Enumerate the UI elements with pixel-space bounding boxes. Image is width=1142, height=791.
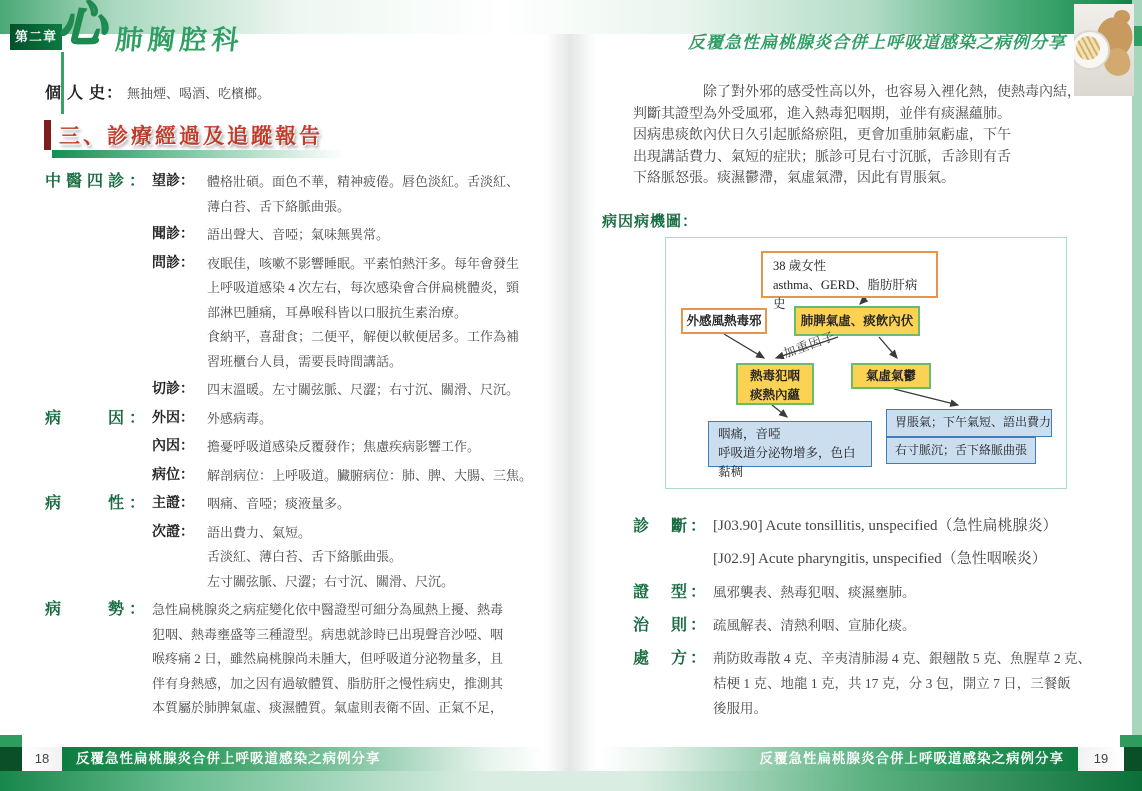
diagram-symptoms-left-box: 咽痛，音啞 呼吸道分泌物增多，色白黏稠 <box>708 421 872 467</box>
entry-text: 四末溫暖。左寸關弦脈、尺澀；右寸沉、關滑、尺沉。 <box>207 382 520 397</box>
footer-right-edge-block <box>1124 747 1142 771</box>
diagram-heat-toxin-box: 熱毒犯咽 痰熱內蘊 <box>736 363 814 405</box>
entry-text: 外感病毒。 <box>207 410 273 426</box>
entry-inquiry <box>45 252 545 375</box>
entry-treatment-principle <box>633 613 1079 638</box>
entry-etiology-internal <box>45 435 545 460</box>
entry-prescription <box>633 646 1091 721</box>
personal-history-line <box>45 80 545 103</box>
entry-sub-label: 問診： <box>152 255 194 271</box>
entry-sub-label: 內因： <box>152 439 194 454</box>
entry-text: 風邪襲表、熱毒犯咽、痰濕壅肺。 <box>713 585 916 600</box>
diagram-qi-stagnation-box: 氣虛氣鬱 <box>851 363 931 389</box>
continuation-paragraph: 除了對外邪的感受性高以外，也容易入裡化熱，使熱毒內結， 判斷其證型為外受風邪，進入熱毒犯咽期，並伴有痰濕蘊肺。 因病患痰飲內伏日久引起脈絡瘀阻，更會加重肺氣虧虛，下午 出現講話費力、氣短的症狀；脈診可見右寸沉脈，舌診則有舌 下絡脈怒張。痰濕鬱滯，氣虛氣滯，因此有胃脹氣。 <box>633 85 1081 186</box>
page-number-right: 19 <box>1078 747 1124 771</box>
diagram-external-factor-box: 外感風熱毒邪 <box>681 308 767 334</box>
entry-sub-label: 切診： <box>152 382 194 397</box>
entry-main-label: 中醫四診： <box>45 173 151 190</box>
diagram-symptoms-right-box-1: 胃脹氣；下午氣短、語出費力 <box>886 409 1052 437</box>
entry-sub-label: 病位： <box>152 467 194 483</box>
entry-main-label: 處 方： <box>633 650 710 667</box>
footer-left-edge-block <box>0 747 22 771</box>
ginger-root-shape <box>1114 10 1130 24</box>
page-number-left: 18 <box>22 747 62 771</box>
entry-text: 夜眠佳，咳嗽不影響睡眠。平素怕熱汗多。每年會發生 上呼吸道感染 4 次左右，每次感染會合併扁桃體炎，頸 部淋巴腫痛，耳鼻喉科皆以口服抗生素治療。 食納平，喜甜食；二便平，解便以軟便居多。工作為補 習班櫃台人員，需要長時間講話。 <box>207 255 520 369</box>
entry-palpation <box>45 378 545 403</box>
entry-main-label: 病 勢： <box>45 601 151 618</box>
personal-history-label: 個 人 史： <box>45 85 124 102</box>
entry-main-label: 病 因： <box>45 409 151 427</box>
entry-sub-label: 主證： <box>152 496 194 511</box>
entry-four-examinations-inspection <box>45 170 545 219</box>
entry-text: [J03.90] Acute tonsillitis, unspecified（急性扁桃腺炎） [J02.9] Acute pharyngitis, unspecified（急性咽喉炎） <box>713 518 1058 567</box>
section-header-bar <box>44 120 51 150</box>
bottom-gradient-band <box>0 771 1142 791</box>
entry-text: 解剖病位：上呼吸道。臟腑病位：肺、脾、大腸、三焦。 <box>207 467 533 483</box>
diagram-constitution-box: 肺脾氣虛、痰飲內伏 <box>794 306 920 336</box>
tea-cup-contents <box>1076 36 1100 60</box>
footer-right-accent-square <box>1120 735 1142 747</box>
chapter-tab: 第二章 <box>10 24 62 50</box>
entry-disease-nature-secondary <box>45 521 545 595</box>
pathogenesis-diagram-label: 病因病機圖： <box>602 214 699 230</box>
right-edge-stripe <box>1132 0 1142 747</box>
right-page-running-title: 反覆急性扁桃腺炎合併上呼吸道感染之病例分享 <box>688 33 1066 52</box>
entry-sub-label: 聞診： <box>152 227 194 242</box>
entry-main-label: 病 性： <box>45 495 151 512</box>
entry-sub-label: 外因： <box>152 410 194 426</box>
right-page-entries <box>633 514 1091 729</box>
footer-left-accent-square <box>0 735 22 747</box>
department-title: 肺胸腔科 <box>114 25 246 55</box>
section-header-underline <box>52 150 360 158</box>
entry-main-label: 證 型： <box>633 584 710 601</box>
entry-text: 語出費力、氣短。 舌淡紅、薄白苔、舌下絡脈曲張。 左寸關弦脈、尺澀；右寸沉、關滑、尺沉。 <box>207 524 455 589</box>
entry-disease-location <box>45 464 545 489</box>
diagram-aggravating-factor-label: 加重因子 <box>781 329 838 361</box>
entry-text: 荊防敗毒散 4 克、辛夷清肺湯 4 克、銀翹散 5 克、魚腥草 2 克、 桔梗 1 克、地龍 1 克，共 17 克，分 3 包，開立 7 日，三餐飯 後服用。 <box>713 651 1091 716</box>
entry-text: 體格壯碩。面色不華，精神疲倦。唇色淡紅。舌淡紅、 薄白苔、舌下絡脈曲張。 <box>207 174 520 214</box>
diagram-symptoms-right-box-2: 右寸脈沉；舌下絡脈曲張 <box>886 437 1036 464</box>
entry-sub-label: 次證： <box>152 524 194 540</box>
footer-right-title-bar: 反覆急性扁桃腺炎合併上呼吸道感染之病例分享 <box>600 747 1078 771</box>
section-header <box>44 120 323 150</box>
entry-disease-nature-main <box>45 492 545 517</box>
footer-left-title-bar: 反覆急性扁桃腺炎合併上呼吸道感染之病例分享 <box>62 747 545 771</box>
diagram-patient-box: 38 歲女性 asthma、GERD、脂肪肝病史 <box>761 251 938 298</box>
entry-pattern <box>633 580 1079 605</box>
ginger-tea-photo <box>1074 4 1134 96</box>
entry-listening <box>45 223 545 248</box>
entry-text: 咽痛、音啞；痰液量多。 <box>207 496 351 511</box>
entry-text: 擔憂呼吸道感染反覆發作；焦慮疾病影響工作。 <box>207 439 481 454</box>
pathogenesis-diagram <box>665 237 1067 489</box>
heart-logo-icon: 心 <box>58 0 107 52</box>
entry-text: 疏風解表、清熱利咽、宣肺化痰。 <box>713 618 916 633</box>
entry-disease-trend <box>45 598 545 721</box>
section-title: 三、診療經過及追蹤報告 <box>59 124 323 148</box>
entry-diagnosis <box>633 514 1079 572</box>
entry-text: 語出聲大、音啞；氣味無異常。 <box>207 227 390 242</box>
left-page-entries <box>45 170 545 725</box>
entry-text: 急性扁桃腺炎之病症變化依中醫證型可細分為風熱上擾、熱毒 犯咽、熱毒壅盛等三種證型。病患就診時已出現聲音沙啞、咽 喉疼痛 2 日，雖然扁桃腺尚未腫大，但呼吸道分泌物量多，且 伴有身熱感，加之因有過敏體質、脂肪肝之慢性病史，推測其 本質屬於肺脾氣虛、痰濕體質。氣虛則表衛不固、正氣不足， <box>152 602 504 715</box>
entry-main-label: 治 則： <box>633 617 710 634</box>
personal-history-text: 無抽煙、喝酒、吃檳榔。 <box>127 86 271 101</box>
entry-sub-label: 望診： <box>152 174 194 189</box>
book-spine-shadow <box>546 34 596 771</box>
entry-etiology-external <box>45 407 545 432</box>
entry-main-label: 診 斷： <box>633 518 710 535</box>
